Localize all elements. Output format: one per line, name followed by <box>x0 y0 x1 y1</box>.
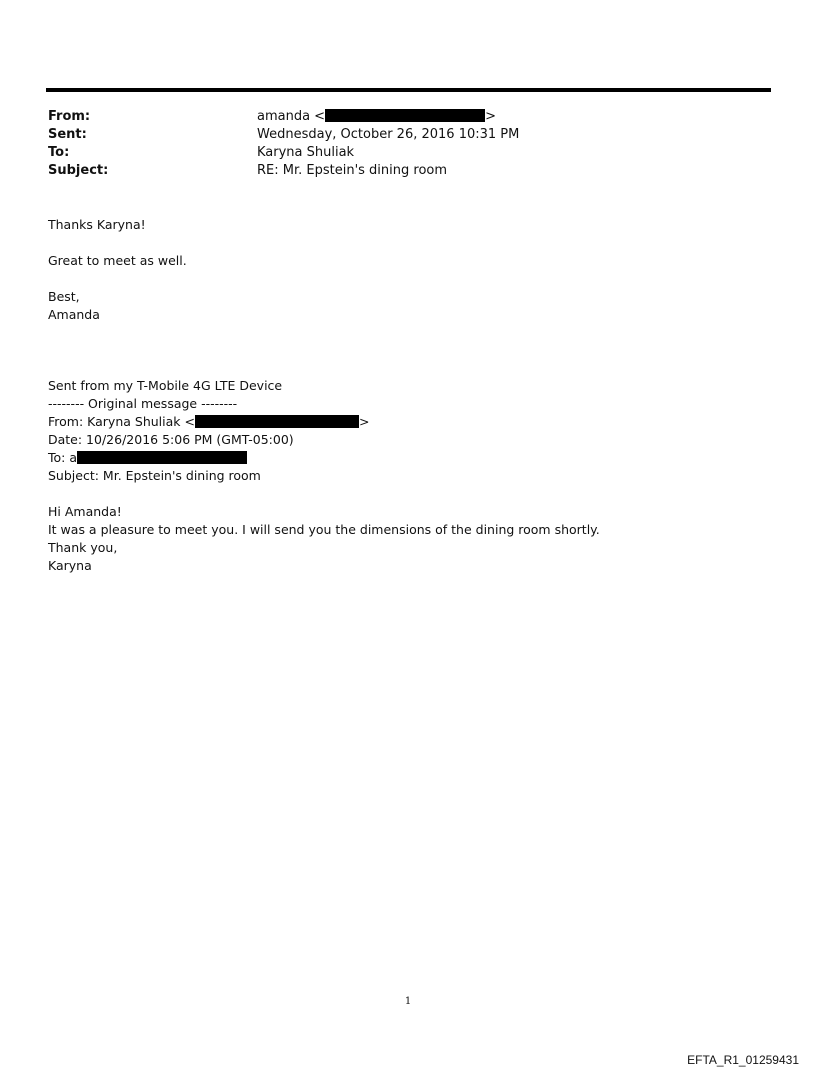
original-from-close-bracket: > <box>358 414 370 429</box>
original-message-divider: -------- Original message -------- <box>48 396 238 411</box>
subject-value: RE: Mr. Epstein's dining room <box>257 163 448 178</box>
to-label: To: <box>48 145 70 160</box>
original-subject: Subject: Mr. Epstein's dining room <box>48 468 261 483</box>
header-from-row <box>48 108 748 126</box>
original-date: Date: 10/26/2016 5:06 PM (GMT-05:00) <box>48 432 294 447</box>
body-line-great: Great to meet as well. <box>48 253 187 268</box>
body-line-signature: Amanda <box>48 307 100 322</box>
redaction-block <box>325 109 485 122</box>
sent-from-device: Sent from my T-Mobile 4G LTE Device <box>48 378 283 393</box>
header-subject-row <box>48 162 748 180</box>
redaction-block <box>77 451 247 464</box>
header-to-row <box>48 144 748 162</box>
original-thanks: Thank you, <box>48 540 118 555</box>
from-label: From: <box>48 109 91 124</box>
body-line-thanks: Thanks Karyna! <box>48 217 146 232</box>
bates-number: EFTA_R1_01259431 <box>687 1053 799 1067</box>
body-line-best: Best, <box>48 289 80 304</box>
page-number: 1 <box>404 996 412 1007</box>
sent-label: Sent: <box>48 127 87 142</box>
sent-value: Wednesday, October 26, 2016 10:31 PM <box>257 127 520 142</box>
original-signature: Karyna <box>48 558 92 573</box>
original-message-text: It was a pleasure to meet you. I will send you the dimensions of the dining room shortly. <box>48 522 600 537</box>
header-sent-row <box>48 126 748 144</box>
from-name: amanda < <box>257 109 326 124</box>
subject-label: Subject: <box>48 163 109 178</box>
original-greeting: Hi Amanda! <box>48 504 122 519</box>
original-to-text: To: a <box>48 450 78 465</box>
redaction-block <box>195 415 359 428</box>
original-to <box>48 449 247 467</box>
to-value: Karyna Shuliak <box>257 145 355 160</box>
header-divider-rule <box>46 88 771 92</box>
original-from-text: From: Karyna Shuliak < <box>48 414 195 429</box>
from-close-bracket: > <box>485 109 496 124</box>
from-value <box>257 108 496 126</box>
original-from <box>48 413 369 431</box>
